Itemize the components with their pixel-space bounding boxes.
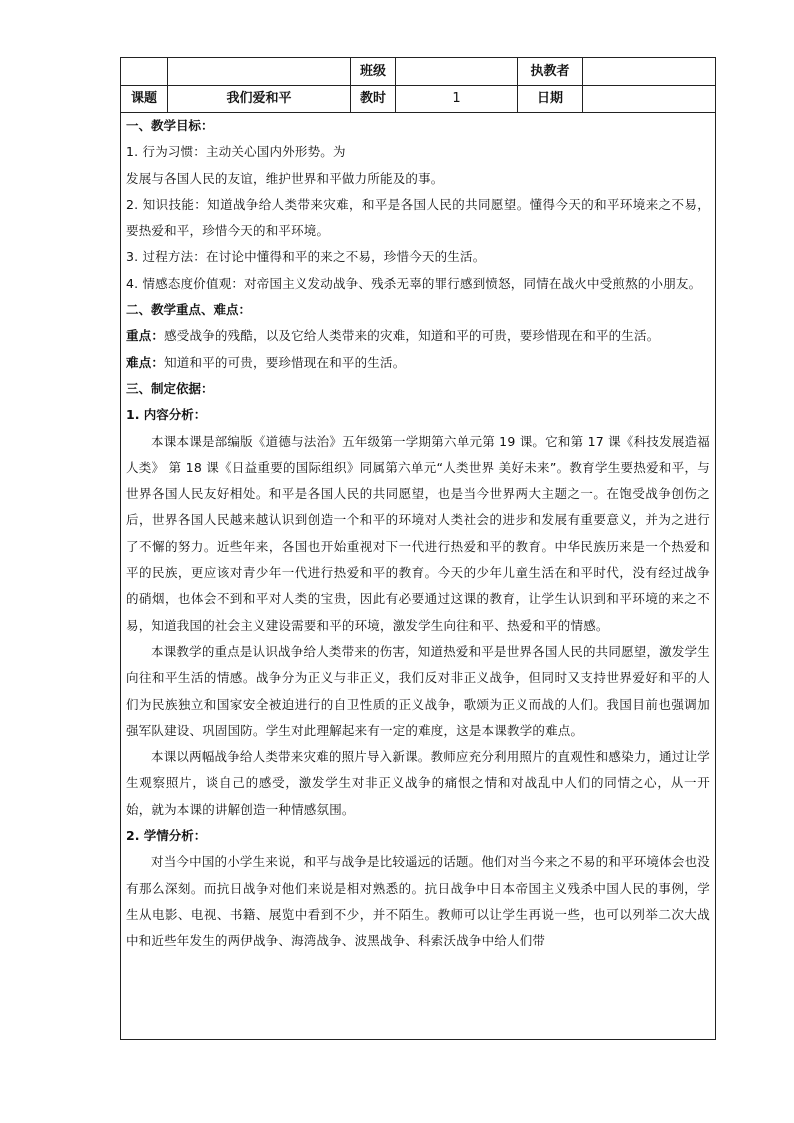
- key-point: [126, 323, 710, 349]
- header-row-2: [121, 85, 715, 113]
- content-paragraph-3: 本课以两幅战争给人类带来灾难的照片导入新课。教师应充分利用照片的直观性和感染力，通过让学生观察照片，谈自己的感受，激发学生对非正义战争的痛恨之情和对战乱中人们的同情之心，从一开始，就为本课的讲解创造一种情感氛围。: [126, 749, 710, 817]
- teacher-label: 执教者: [518, 58, 583, 85]
- lesson-plan-table: [120, 57, 716, 1040]
- date-value: [583, 85, 715, 112]
- key-points-heading: 二、教学重点、难点：: [126, 302, 252, 318]
- student-analysis-heading: 2. 学情分析：: [126, 828, 207, 844]
- student-paragraph-1: 对当今中国的小学生来说，和平与战争是比较遥远的话题。他们对当今来之不易的和平环境体会也没有那么深刻。而抗日战争对他们来说是相对熟悉的。抗日战争中日本帝国主义残杀中国人民的事例，学生从电影、电视、书籍、展览中看到不少，并不陌生。教师可以让学生再说一些，也可以列举二次大战中和近些年发生的两伊战争、海湾战争、波黑战争、科索沃战争中给人们带: [126, 854, 710, 949]
- date-label: 日期: [518, 85, 583, 112]
- difficulty-point: [126, 350, 710, 376]
- difficulty-text: 知道和平的可贵，要珍惜现在和平的生活。: [164, 354, 406, 370]
- class-label: 班级: [351, 58, 396, 85]
- content-paragraph-2: 本课教学的重点是认识战争给人类带来的伤害，知道热爱和平是世界各国人民的共同愿望，激发学生向往和平生活的情感。战争分为正义与非正义，我们反对非正义战争，但同时又支持世界爱好和平的人们为民族独立和国家安全被迫进行的自卫性质的正义战争，歌颂为正义而战的人们。我国目前也强调加强军队建设、巩固国防。学生对此理解起来有一定的难度，这是本课教学的难点。: [126, 643, 710, 738]
- goal-1-line-a: 1. 行为习惯：主动关心国内外形势。为: [126, 144, 346, 160]
- header-row-1: [121, 58, 715, 86]
- header-cell-blank-1: [121, 58, 168, 85]
- period-value: 1: [396, 85, 518, 112]
- teacher-value: [583, 58, 715, 85]
- goals-heading: 一、教学目标：: [126, 118, 214, 133]
- key-point-text: 感受战争的残酷，以及它给人类带来的灾难，知道和平的可贵，要珍惜现在和平的生活。: [164, 328, 660, 344]
- content-analysis-heading: 1. 内容分析：: [126, 407, 207, 423]
- difficulty-label: 难点：: [126, 354, 165, 370]
- goal-4: 4. 情感态度价值观：对帝国主义发动战争、残杀无辜的罪行感到愤怒，同情在战火中受煎熬的小朋友。: [126, 275, 702, 291]
- header-cell-blank-2: [168, 58, 351, 85]
- topic-label: 课题: [121, 85, 168, 112]
- lesson-content: [121, 113, 715, 955]
- basis-heading: 三、制定依据：: [126, 380, 214, 396]
- content-paragraph-1: 本课本课是部编版《道德与法治》五年级第一学期第六单元第 19 课。它和第 17 课《科技发展造福人类》 第 18 课《日益重要的国际组织》同属第六单元“人类世界 美好未来”。教育学生要热爱和平，与世界各国人民友好相处。和平是各国人民的共同愿望，也是当今世界两大主题之一。在饱受战争创伤之后，世界各国人民越来越认识到创造一个和平的环境对人类社会的进步和发展有重要意义，并为之进行了不懈的努力。近些年来，各国也开始重视对下一代进行热爱和平的教育。中华民族历来是一个热爱和平的民族，更应该对青少年一代进行热爱和平的教育。今天的少年儿童生活在和平时代，没有经过战争的硝烟，也体会不到和平对人类的宝贵，因此有必要通过这课的教育，让学生认识到和平环境的来之不易，知道我国的社会主义建设需要和平的环境，激发学生向往和平、热爱和平的情感。: [126, 433, 710, 633]
- period-label: 教时: [351, 85, 396, 112]
- goal-3: 3. 过程方法：在讨论中懂得和平的来之不易，珍惜今天的生活。: [126, 249, 486, 265]
- key-point-label: 重点：: [126, 328, 165, 344]
- topic-value: 我们爱和平: [168, 85, 351, 112]
- goal-1-line-b: 发展与各国人民的友谊，维护世界和平做力所能及的事。: [126, 170, 444, 186]
- goal-2: 2. 知识技能：知道战争给人类带来灾难，和平是各国人民的共同愿望。懂得今天的和平环境来之不易，要热爱和平，珍惜今天的和平环境。: [126, 196, 710, 239]
- class-value: [396, 58, 518, 85]
